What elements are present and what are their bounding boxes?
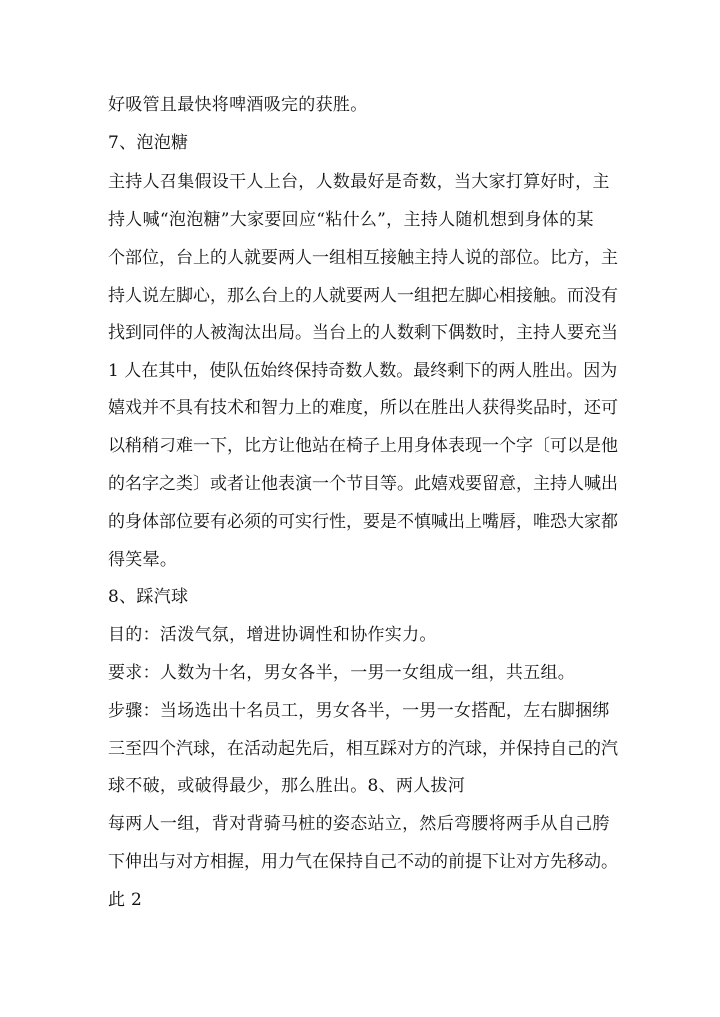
text-line: 好吸管且最快将啤酒吸完的获胜。 xyxy=(108,95,368,115)
text-line: 1 人在其中，使队伍始终保持奇数人数。最终剩下的两人胜出。因为 xyxy=(108,361,618,381)
text-line: 每两人一组，背对背骑马桩的姿态站立，然后弯腰将两手从自己胯 xyxy=(108,814,610,834)
text-line: 持人说左脚心，那么台上的人就要两人一组把左脚心相接触。而没有 xyxy=(108,286,618,306)
text-line: 得笑晕。 xyxy=(108,550,178,570)
text-line: 要求：人数为十名，男女各半，一男一女组成一组，共五组。 xyxy=(108,663,576,683)
text-line: 个部位，台上的人就要两人一组相互接触主持人说的部位。比方，主 xyxy=(108,248,618,268)
section-heading-bubble-gum: 7、泡泡糖 xyxy=(108,133,189,153)
text-line: 主持人召集假设干人上台，人数最好是奇数，当大家打算好时，主 xyxy=(108,172,610,192)
text-line: 步骤：当场选出十名员工，男女各半，一男一女搭配，左右脚捆绑 xyxy=(108,701,610,721)
text-line: 的身体部位要有必须的可实行性，要是不慎喊出上嘴唇，唯恐大家都 xyxy=(108,512,618,532)
text-line: 目的：活泼气氛，增进协调性和协作实力。 xyxy=(108,625,437,645)
text-line: 找到同伴的人被淘汰出局。当台上的人数剩下偶数时，主持人要充当 xyxy=(108,323,618,343)
page-footer-text: 此 2 xyxy=(108,890,143,910)
text-line: 的名字之类〕或者让他表演一个节目等。此嬉戏要留意，主持人喊出 xyxy=(108,474,618,494)
text-line: 持人喊“泡泡糖”大家要回应“粘什么”，主持人随机想到身体的某 xyxy=(108,210,594,230)
text-line: 球不破，或破得最少，那么胜出。8、两人拔河 xyxy=(108,776,466,796)
text-line: 下伸出与对方相握，用力气在保持自己不动的前提下让对方先移动。 xyxy=(108,852,618,872)
text-line: 嬉戏并不具有技术和智力上的难度，所以在胜出人获得奖品时，还可 xyxy=(108,398,618,418)
section-heading-balloon-stomp: 8、踩汽球 xyxy=(108,587,189,607)
text-line: 三至四个汽球，在活动起先后，相互踩对方的汽球，并保持自己的汽 xyxy=(108,739,618,759)
text-line: 以稍稍刁难一下，比方让他站在椅子上用身体表现一个字〔可以是他 xyxy=(108,436,618,456)
